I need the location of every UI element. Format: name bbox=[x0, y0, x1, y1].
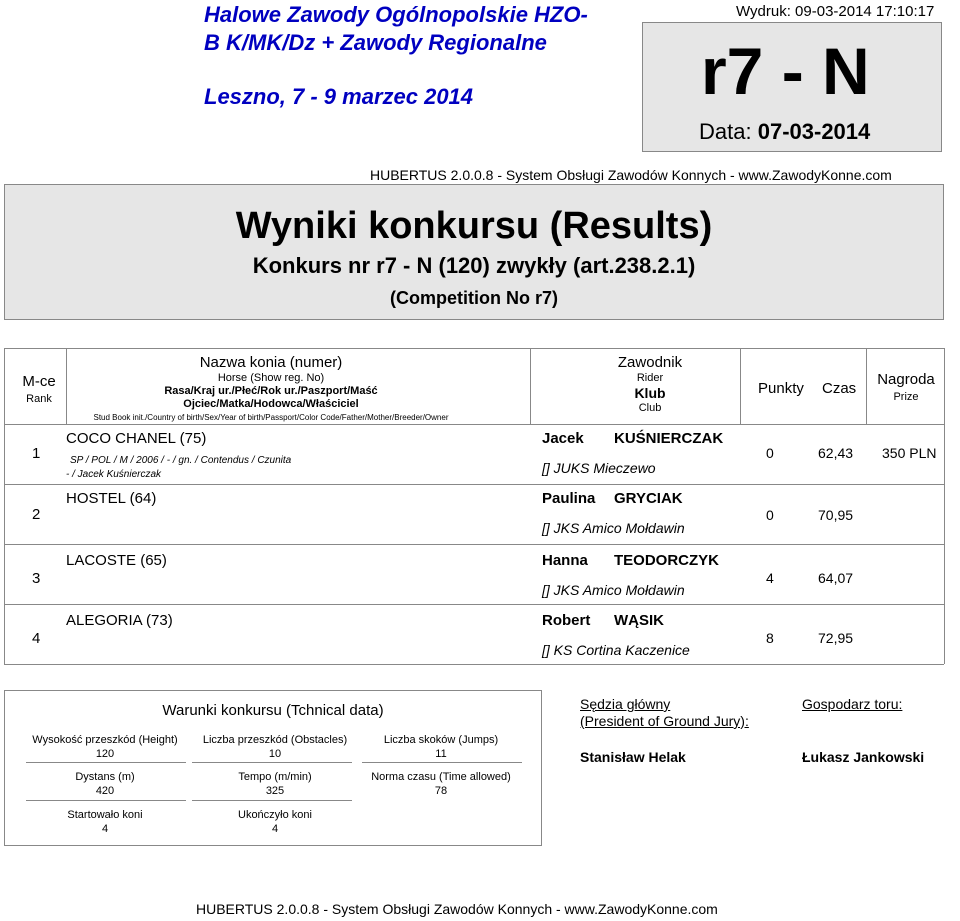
col-rank bbox=[4, 373, 74, 405]
rank-value: 4 bbox=[32, 630, 41, 647]
event-title-line1: Halowe Zawody Ogólnopolskie HZO- bbox=[204, 2, 588, 27]
competition-code-box bbox=[642, 22, 942, 152]
competition-code: r7 - N bbox=[701, 34, 870, 108]
tech-jumps-label: Liczba skoków (Jumps) bbox=[383, 734, 499, 746]
tech-time-allowed bbox=[356, 770, 526, 798]
time-value: 70,95 bbox=[818, 507, 854, 523]
points-value: 4 bbox=[766, 570, 774, 586]
horse-name bbox=[66, 430, 206, 447]
time-value: 62,43 bbox=[818, 445, 854, 461]
rider-club: [] JKS Amico Mołdawin bbox=[542, 582, 685, 598]
col-prize-en: Prize bbox=[893, 391, 919, 403]
tech-height bbox=[20, 733, 190, 761]
col-club-pl: Klub bbox=[634, 385, 666, 401]
rider-last-name: GRYCIAK bbox=[614, 490, 683, 507]
horse-name-text: LACOSTE bbox=[66, 552, 137, 569]
rider-first-name: Jacek bbox=[542, 430, 584, 447]
header-sep-horse bbox=[530, 348, 531, 424]
header-top-rule bbox=[4, 348, 944, 349]
tech-height-label: Wysokość przeszkód (Height) bbox=[32, 734, 178, 746]
col-horse bbox=[66, 354, 476, 425]
banner-title: Wyniki konkursu (Results) bbox=[235, 205, 713, 247]
points-value: 0 bbox=[766, 507, 774, 523]
tech-time-allowed-label: Norma czasu (Time allowed) bbox=[371, 771, 511, 783]
tech-obstacles-value: 10 bbox=[268, 748, 282, 760]
table-bottom-rule bbox=[4, 664, 944, 665]
judge-name: Stanisław Helak bbox=[580, 749, 686, 765]
tech-obstacles bbox=[190, 733, 360, 761]
prize-value: 350 PLN bbox=[882, 445, 937, 461]
tech-tempo-value: 325 bbox=[265, 785, 285, 797]
horse-number: (75) bbox=[179, 430, 207, 447]
results-banner bbox=[4, 184, 944, 320]
software-footer-bottom: HUBERTUS 2.0.0.8 - System Obsługi Zawodów Konnych - www.ZawodyKonne.com bbox=[196, 901, 718, 917]
tech-rule bbox=[26, 762, 186, 763]
col-rider bbox=[580, 354, 720, 415]
tech-time-allowed-value: 78 bbox=[434, 785, 448, 797]
horse-name-text: HOSTEL bbox=[66, 490, 126, 507]
header-sep-prize bbox=[866, 348, 867, 424]
header-sep-rider bbox=[740, 348, 741, 424]
tech-finished-value: 4 bbox=[271, 823, 279, 835]
rider-last-name: WĄSIK bbox=[614, 612, 664, 629]
row-separator bbox=[4, 604, 944, 605]
horse-details-line1: SP / POL / M / 2006 / - / gn. / Contendus / Czunita bbox=[70, 455, 292, 466]
tech-distance-value: 420 bbox=[95, 785, 115, 797]
time-value: 72,95 bbox=[818, 630, 854, 646]
col-rider-en: Rider bbox=[636, 372, 664, 384]
rider-club: [] KS Cortina Kaczenice bbox=[542, 642, 690, 658]
col-rider-pl: Zawodnik bbox=[617, 354, 683, 371]
rank-value: 1 bbox=[32, 445, 41, 462]
rider-first-name: Hanna bbox=[542, 552, 588, 569]
col-rank-en: Rank bbox=[26, 393, 52, 405]
horse-name bbox=[66, 552, 167, 569]
rider-last-name: KUŚNIERCZAK bbox=[614, 430, 724, 447]
horse-name bbox=[66, 490, 156, 507]
tech-tempo bbox=[190, 770, 360, 798]
header-bottom-rule bbox=[4, 424, 944, 425]
row-separator bbox=[4, 544, 944, 545]
rider-name bbox=[542, 430, 723, 447]
banner-subtitle2: (Competition No r7) bbox=[390, 288, 558, 308]
col-points: Punkty bbox=[758, 380, 804, 397]
points-value: 8 bbox=[766, 630, 774, 646]
judge-label-line2: (President of Ground Jury): bbox=[580, 713, 749, 729]
time-value: 64,07 bbox=[818, 570, 854, 586]
rider-first-name: Robert bbox=[542, 612, 591, 629]
row-separator bbox=[4, 484, 944, 485]
horse-name bbox=[66, 612, 173, 629]
event-place-date: Leszno, 7 - 9 marzec 2014 bbox=[204, 84, 474, 109]
software-footer-top: HUBERTUS 2.0.0.8 - System Obsługi Zawodów Konnych - www.ZawodyKonne.com bbox=[370, 167, 892, 183]
tech-jumps bbox=[356, 733, 526, 761]
tech-tempo-label: Tempo (m/min) bbox=[238, 771, 312, 783]
header-sep-rank bbox=[66, 348, 67, 424]
competition-date bbox=[699, 119, 870, 145]
course-designer-label: Gospodarz toru: bbox=[802, 696, 903, 712]
rank-value: 3 bbox=[32, 570, 41, 587]
horse-name-text: COCO CHANEL bbox=[66, 430, 176, 447]
points-value: 0 bbox=[766, 445, 774, 461]
technical-data-title: Warunki konkursu (Tchnical data) bbox=[162, 702, 384, 719]
col-horse-line5: Stud Book init./Country of birth/Sex/Year of birth/Passport/Color Code/Father/Mother/Breeder/Owner bbox=[93, 413, 449, 422]
col-prize bbox=[866, 371, 946, 403]
tech-rule bbox=[192, 800, 352, 801]
tech-started-label: Startowało koni bbox=[67, 809, 143, 821]
horse-name-text: ALEGORIA bbox=[66, 612, 142, 629]
tech-finished-label: Ukończyło koni bbox=[238, 809, 312, 821]
rider-name bbox=[542, 490, 683, 507]
event-title-line2: B K/MK/Dz + Zawody Regionalne bbox=[204, 30, 547, 55]
tech-rule bbox=[192, 762, 352, 763]
rider-club: [] JUKS Mieczewo bbox=[542, 460, 656, 476]
tech-jumps-value: 11 bbox=[435, 748, 447, 760]
col-prize-pl: Nagroda bbox=[877, 371, 935, 388]
print-timestamp: Wydruk: 09-03-2014 17:10:17 bbox=[736, 3, 935, 20]
tech-started-value: 4 bbox=[101, 823, 109, 835]
col-horse-en: Horse (Show reg. No) bbox=[217, 372, 325, 384]
col-horse-pl: Nazwa konia (numer) bbox=[199, 354, 343, 371]
judge-label-line1: Sędzia główny bbox=[580, 696, 671, 712]
tech-height-value: 120 bbox=[95, 748, 115, 760]
tech-finished bbox=[190, 808, 360, 836]
rider-club: [] JKS Amico Mołdawin bbox=[542, 520, 685, 536]
col-horse-line3: Rasa/Kraj ur./Płeć/Rok ur./Paszport/Maść bbox=[164, 385, 378, 397]
rider-name bbox=[542, 612, 664, 629]
horse-number: (73) bbox=[146, 612, 173, 629]
col-rank-pl: M-ce bbox=[22, 373, 56, 390]
rank-value: 2 bbox=[32, 506, 41, 523]
horse-number: (65) bbox=[140, 552, 167, 569]
tech-distance bbox=[20, 770, 190, 798]
frame-right bbox=[944, 348, 945, 664]
rider-first-name: Paulina bbox=[542, 490, 596, 507]
tech-rule bbox=[362, 762, 522, 763]
tech-obstacles-label: Liczba przeszkód (Obstacles) bbox=[202, 734, 348, 746]
tech-started bbox=[20, 808, 190, 836]
date-label: Data: bbox=[699, 119, 752, 144]
rider-last-name: TEODORCZYK bbox=[614, 552, 719, 569]
col-time: Czas bbox=[822, 380, 857, 397]
col-club-en: Club bbox=[638, 402, 662, 414]
course-designer-name: Łukasz Jankowski bbox=[802, 749, 925, 765]
rider-name bbox=[542, 552, 719, 569]
col-horse-line4: Ojciec/Matka/Hodowca/Właściciel bbox=[183, 398, 359, 410]
horse-number: (64) bbox=[129, 490, 157, 507]
banner-subtitle: Konkurs nr r7 - N (120) zwykły (art.238.2.1) bbox=[252, 253, 696, 278]
frame-left bbox=[4, 348, 5, 664]
date-value: 07-03-2014 bbox=[757, 119, 871, 144]
tech-distance-label: Dystans (m) bbox=[75, 771, 135, 783]
judge-label bbox=[580, 696, 749, 730]
tech-rule bbox=[26, 800, 186, 801]
horse-details-line2: - / Jacek Kuśnierczak bbox=[66, 469, 162, 480]
